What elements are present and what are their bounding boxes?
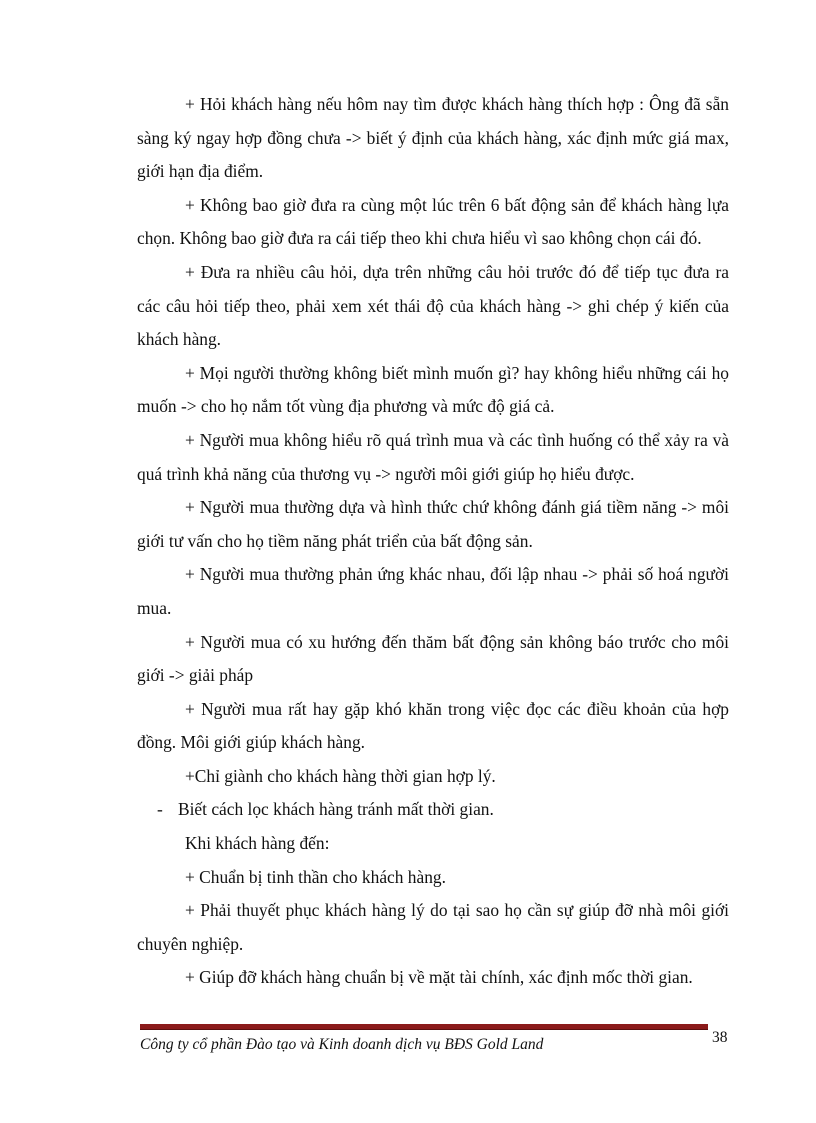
- paragraph: + Người mua thường phản ứng khác nhau, đối lập nhau -> phải số hoá người mua.: [137, 564, 729, 618]
- paragraph: + Mọi người thường không biết mình muốn gì? hay không hiểu những cái họ muốn -> cho họ nắm tốt vùng địa phương và mức độ giá cả.: [137, 362, 729, 417]
- footer-company-name: Công ty cổ phần Đào tạo và Kinh doanh dịch vụ BĐS Gold Land: [140, 1036, 544, 1053]
- paragraph: + Người mua rất hay gặp khó khăn trong việc đọc các điều khoản của hợp đồng. Môi giới giúp khách hàng.: [137, 698, 729, 753]
- paragraph: + Người mua thường dựa và hình thức chứ không đánh giá tiềm năng -> môi giới tư vấn cho họ tiềm năng phát triển của bất động sản.: [137, 497, 729, 551]
- dash-list-text: Biết cách lọc khách hàng tránh mất thời gian.: [178, 799, 494, 820]
- paragraph: + Chuẩn bị tinh thần cho khách hàng.: [185, 866, 446, 887]
- dash-bullet: -: [157, 799, 163, 820]
- dash-list-item: [137, 793, 729, 827]
- paragraph: + Phải thuyết phục khách hàng lý do tại sao họ cần sự giúp đỡ nhà môi giới chuyên nghiệp.: [137, 900, 729, 954]
- paragraph: Khi khách hàng đến:: [185, 833, 330, 854]
- paragraph: + Hỏi khách hàng nếu hôm nay tìm được khách hàng thích hợp : Ông đã sẵn sàng ký ngay hợp đồng chưa -> biết ý định của khách hàng, xác định mức giá max, giới hạn địa điểm.: [137, 94, 729, 182]
- paragraph: + Đưa ra nhiều câu hỏi, dựa trên những câu hỏi trước đó để tiếp tục đưa ra các câu hỏi tiếp theo, phải xem xét thái độ của khách hàng -> ghi chép ý kiến của khách hàng.: [137, 261, 729, 350]
- document-body: [137, 88, 729, 995]
- paragraph: +Chỉ giành cho khách hàng thời gian hợp lý.: [185, 765, 496, 786]
- page-number: 38: [712, 1029, 728, 1046]
- paragraph: + Không bao giờ đưa ra cùng một lúc trên 6 bất động sản để khách hàng lựa chọn. Không bao giờ đưa ra cái tiếp theo khi chưa hiểu vì sao không chọn cái đó.: [137, 194, 729, 249]
- paragraph: + Người mua có xu hướng đến thăm bất động sản không báo trước cho môi giới -> giải pháp: [137, 631, 729, 686]
- paragraph: + Người mua không hiểu rõ quá trình mua và các tình huống có thể xảy ra và quá trình khả năng của thương vụ -> người môi giới giúp họ hiểu được.: [137, 429, 729, 484]
- footer-divider: [140, 1024, 708, 1030]
- paragraph: + Giúp đỡ khách hàng chuẩn bị về mặt tài chính, xác định mốc thời gian.: [185, 967, 693, 988]
